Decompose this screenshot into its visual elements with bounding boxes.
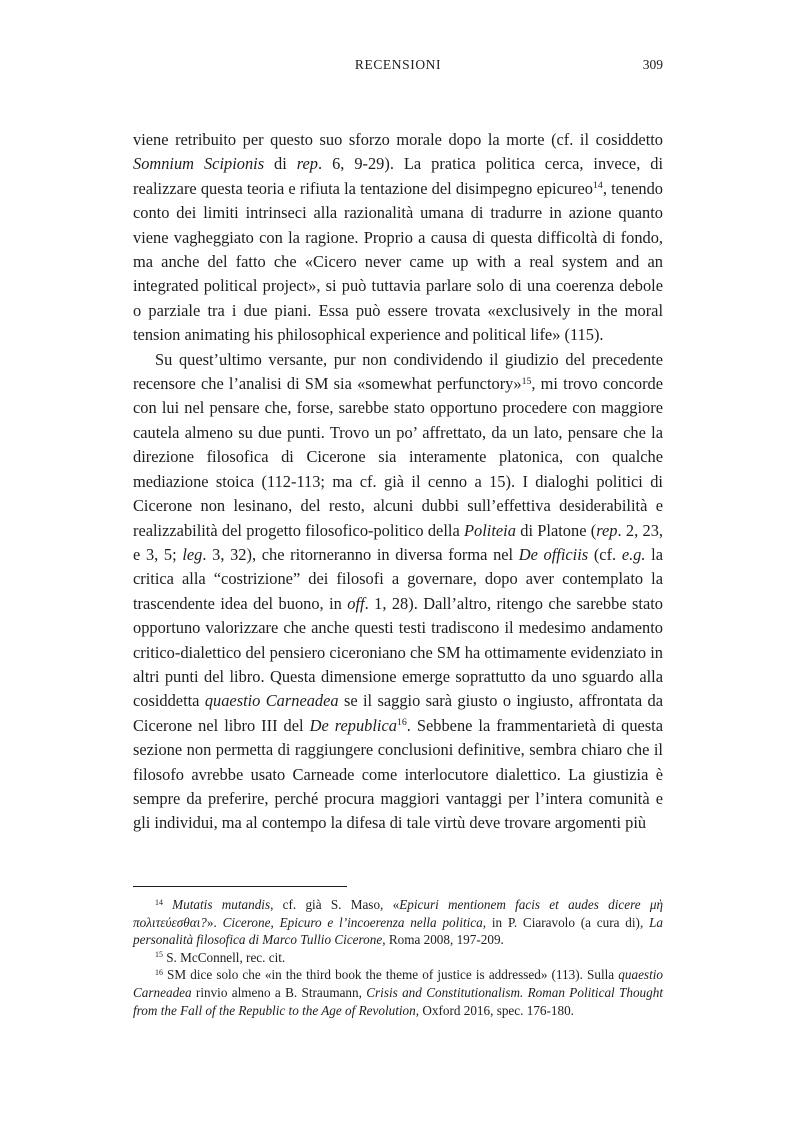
page-number: 309 (642, 57, 663, 72)
body-paragraph-1: viene retribuito per questo suo sforzo morale dopo la morte (cf. il cosiddetto Somnium Scipionis di rep. 6, 9-29). La pratica politica cerca, invece, di realizzare questa teoria e rifiuta la tentazione del disimpegno epicureo$^{14}$, tenendo conto dei limiti intrinseci alla razionalità umana di tradurre in azione quanto viene vagheggiato con la ragione. Proprio a causa di questa difficoltà di fondo, ma anche del fatto che «Cicero never came up with a real system and an integrated political project», si può tuttavia parlare solo di una coerenza debole o parziale tra i due piani. Essa può essere trovata «exclusively in the moral tension animating his philosophical experience and political life» (115). (133, 130, 664, 345)
footnote-14: $^{14}$ Mutatis mutandis, cf. già S. Maso, «Epicuri mentionem facis et audes dicere μὴ πολιτεύεσθαι?». Cicerone, Epicuro e l’incoerenza nella politica, in P. Ciaravolo (a cura di), La personalità filosofica di Marco Tullio Cicerone, Roma 2008, 197-209. (133, 897, 663, 948)
running-head-title: RECENSIONI (354, 57, 442, 72)
footnotes-section (133, 886, 663, 1019)
review-text-block (133, 128, 663, 836)
footnote-separator-rule (133, 886, 347, 887)
footnote-15: $^{15}$ S. McConnell, rec. cit. (155, 949, 286, 965)
running-head (133, 57, 663, 75)
footnote-16: $^{16}$ SM dice solo che «in the third book the theme of justice is addressed» (113). Sulla quaestio Carneadea rinvio almeno a B. Straumann, Crisis and Constitutionalism. Roman Political Thought from the Fall of the Republic to the Age of Revolution, Oxford 2016, spec. 176-180. (133, 967, 663, 1018)
body-paragraph-2: Su quest’ultimo versante, pur non condividendo il giudizio del precedente recensore che l’analisi di SM sia «somewhat perfunctory»$^{15}$, mi trovo concorde con lui nel pensare che, forse, sarebbe stato opportuno procedere con maggiore cautela almeno su due punti. Trovo un po’ affrettato, da un lato, pensare che la direzione filosofica di Cicerone sia interamente platonica, con qualche mediazione stoica (112-113; ma cf. già il cenno a 15). I dialoghi politici di Cicerone non lesinano, del resto, alcuni dubbi sull’effettiva desiderabilità e realizzabilità del progetto filosofico-politico della Politeia di Platone (rep. 2, 23, e 3, 5; leg. 3, 32), che ritorneranno in diversa forma nel De officiis (cf. e.g. la critica alla “costrizione” dei filosofi a governare, dopo aver contemplato la trascendente idea del buono, in off. 1, 28). Dall’altro, ritengo che sarebbe stato opportuno valorizzare che anche questi testi tradiscono il medesimo andamento critico-dialettico del pensiero ciceroniano che SM ha ottimamente evidenziato in altri punti del libro. Questa dimensione emerge soprattutto da uno sguardo alla cosiddetta quaestio Carneadea se il saggio sarà giusto o ingiusto, affrontata da Cicerone nel libro III del De republica$^{16}$. Sebbene la frammentarietà di questa sezione non permetta di raggiungere conclusioni definitive, sembra chiaro che il filosofo avrebbe usato Carneade come interlocutore dialettico. La giustizia è sempre da preferire, perché procura maggiori vantaggi per l’intera comunità e gli individui, ma al contempo la difesa di tale virtù deve trovare argomenti più (133, 349, 664, 833)
